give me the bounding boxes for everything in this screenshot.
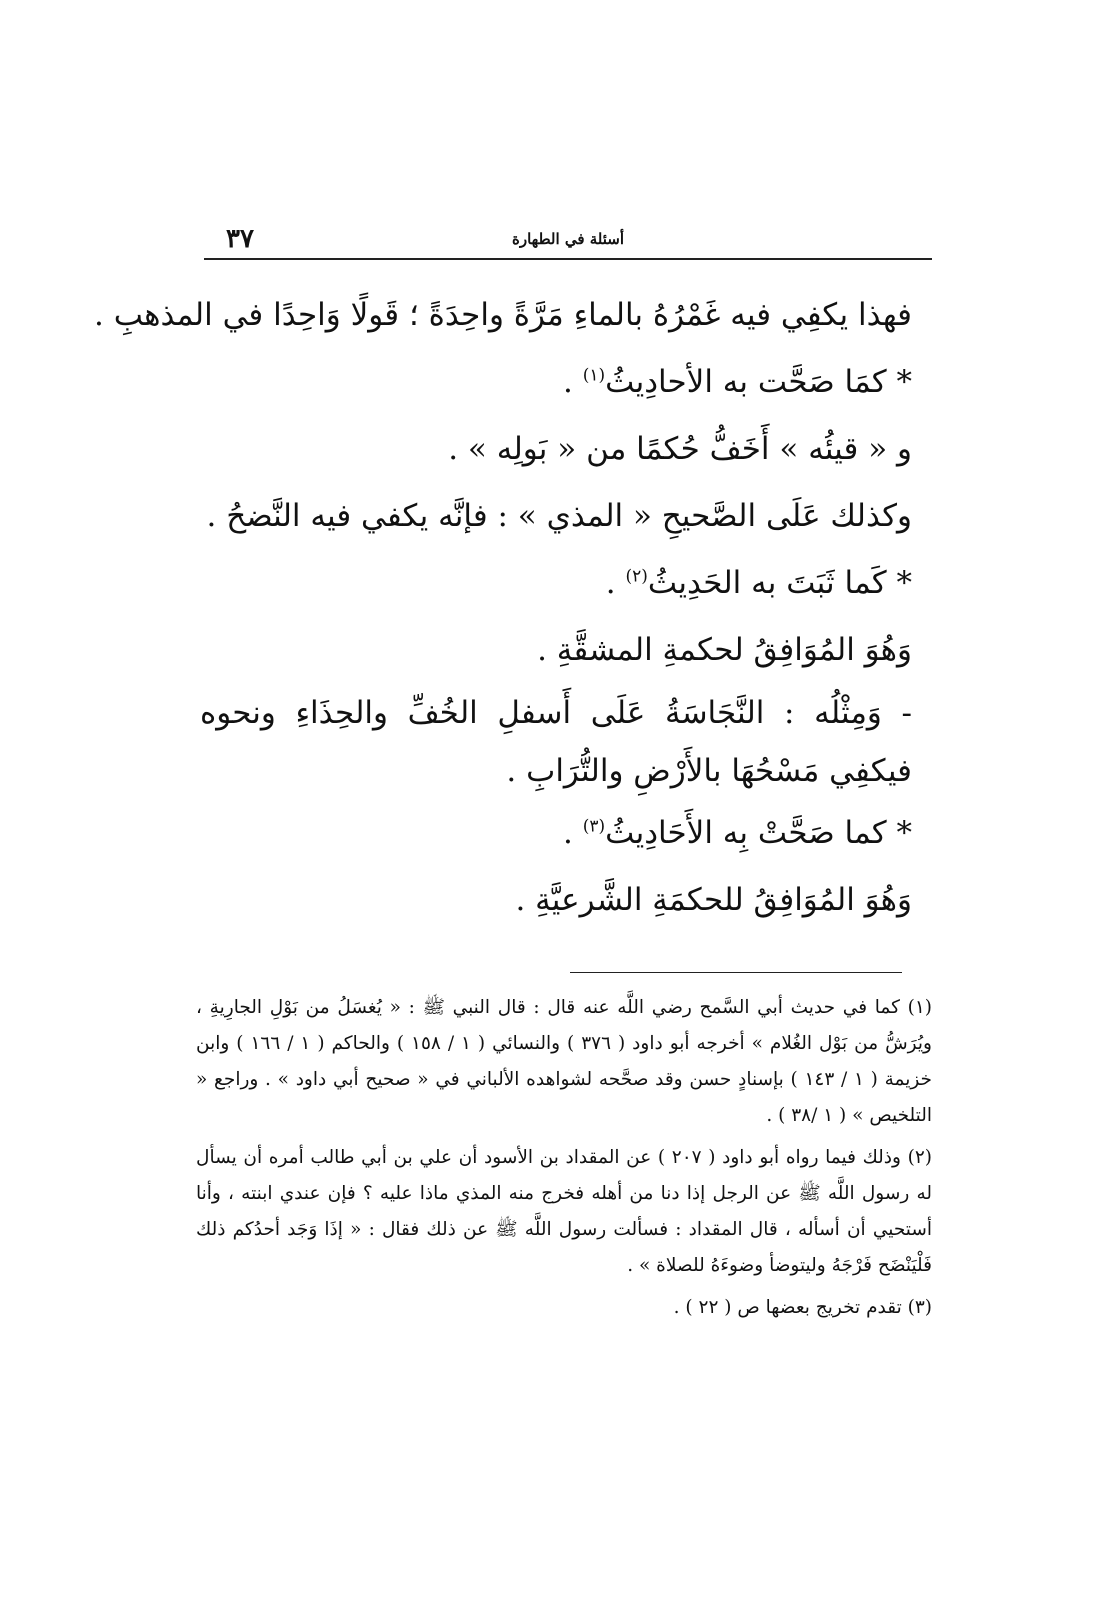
footnote-separator [570, 972, 902, 973]
running-title: أسئلة في الطهارة [511, 230, 625, 248]
header-rule [204, 258, 932, 260]
text-line: * كَما ثَبَتَ به الحَدِيثُ$^{(٢)}$ . [605, 565, 912, 601]
text-line: وكذلك عَلَى الصَّحيحِ « المذي » : فإنَّه يكفي فيه النَّضحُ . [206, 498, 912, 534]
text-line: وَهُوَ المُوَافِقُ لحكمةِ المشقَّةِ . [537, 632, 912, 668]
page-header [204, 222, 932, 258]
page-number: ٣٧ [226, 224, 254, 254]
text-line: فهذا يكفِي فيه غَمْرُهُ بالماءِ مَرَّةً واحِدَةً ؛ قَولًا وَاحِدًا في المذهبِ . [93, 297, 912, 333]
footnote-2: (٢) وذلك فيما رواه أبو داود ( ٢٠٧ ) عن المقداد بن الأسود أن علي بن أبي طالب أمره أن يسأل له رسول اللَّه ﷺ عن الرجل إذا دنا من أهله فخرج منه المذي ماذا عليه ؟ فإن عندي ابنته ، وأنا أستحيي أن أسأله ، قال المقداد : فسألت رسول اللَّه ﷺ عن ذلك فقال : « إذَا وَجَد أحدُكم ذلك فَلْيَنْضَح فَرْجَهُ وليتوضأ وضوءَهُ للصلاة » . [196, 1147, 933, 1276]
footnote-3: (٣) تقدم تخريج بعضها ص ( ٢٢ ) . [673, 1297, 932, 1318]
footnote-ref-3: (٣) [582, 816, 606, 837]
footnote-ref-2: (٢) [625, 566, 648, 587]
footnote-1: (١) كما في حديث أبي السَّمح رضي اللَّه عنه قال : قال النبي ﷺ : « يُغسَلُ من بَوْلِ الجارِيةِ ، ويُرَشُّ من بَوْل الغُلام » أخرجه أبو داود ( ٣٧٦ ) والنسائي ( ١ / ١٥٨ ) والحاكم ( ١ / ١٦٦ ) وابن خزيمة ( ١ / ١٤٣ ) بإسنادٍ حسن وقد صحَّحه لشواهده الألباني في « صحيح أبي داود » . وراجع « التلخيص » ( ١ /٣٨ ) . [196, 997, 932, 1126]
text-line: * كمَا صَحَّت به الأحادِيثُ$^{(١)}$ . [563, 364, 912, 400]
footnotes [196, 990, 932, 1332]
text-line: و « قيئُه » أَخَفُّ حُكمًا من « بَولِه » . [448, 431, 912, 467]
text-line: * كما صَحَّتْ بِه الأَحَادِيثُ$^{(٣)}$ . [563, 815, 912, 851]
text-paragraph: - وَمِثْلُه : النَّجَاسَةُ عَلَى أَسفلِ الخُفِّ والحِذَاءِ ونحوه فيكفِي مَسْحُهَا بالأَرْضِ والتُّرَابِ . [200, 695, 912, 789]
footnote-ref-1: (١) [582, 365, 606, 386]
main-text [93, 282, 912, 934]
text-line: وَهُوَ المُوَافِقُ للحكمَةِ الشَّرعيَّةِ . [515, 882, 912, 918]
